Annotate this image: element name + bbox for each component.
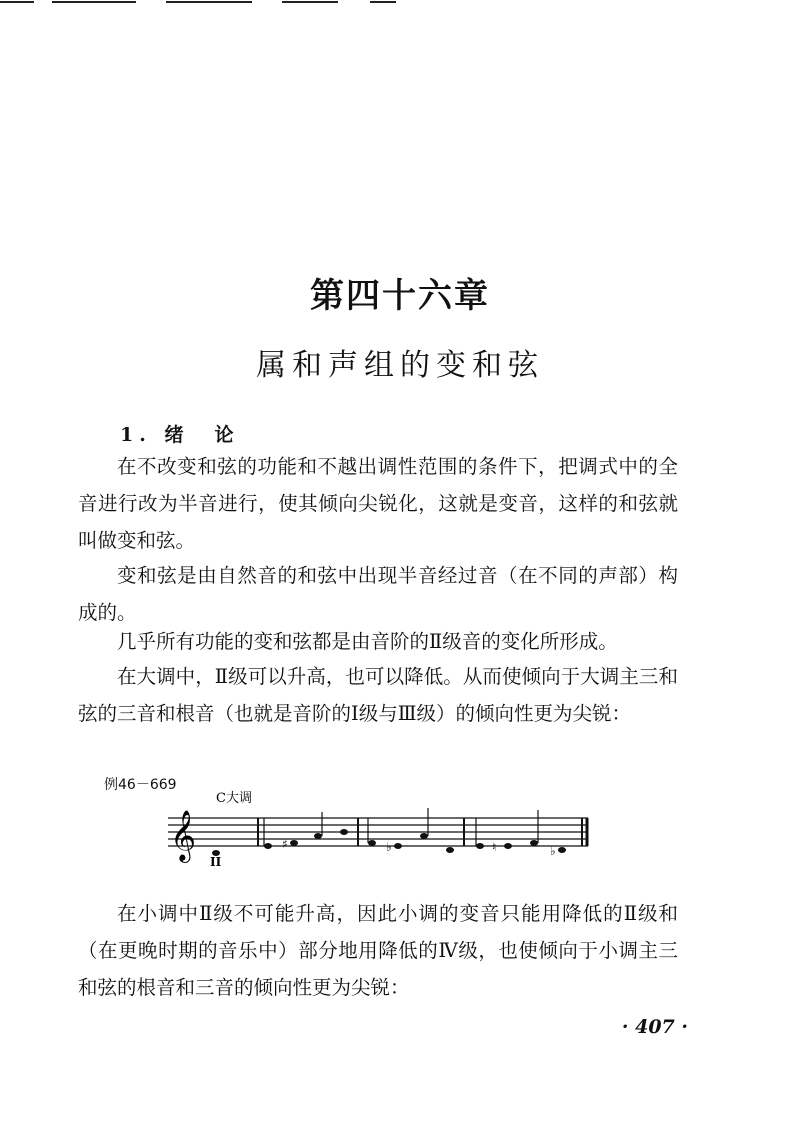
chapter-title: 第四十六章 [310, 276, 490, 316]
paragraph-major-key: 在大调中，Ⅱ级可以升高，也可以降低。从而使倾向于大调主三和弦的三音和根音（也就是音阶的Ⅰ级与Ⅲ级）的倾向性更为尖锐： [78, 665, 678, 725]
paragraph-second-degree: 几乎所有功能的变和弦都是由音阶的Ⅱ级音的变化所形成。 [117, 630, 618, 653]
svg-text:♯: ♯ [282, 837, 288, 851]
paragraph-minor-key: 在小调中Ⅱ级不可能升高，因此小调的变音只能用降低的Ⅱ级和（在更晚时期的音乐中）部分地用降低的Ⅳ级，也使倾向于小调主三和弦的根音和三音的倾向性更为尖锐： [78, 902, 678, 999]
staff-lines [168, 818, 588, 846]
svg-text:♭: ♭ [386, 840, 392, 854]
chapter-subtitle: 属和声组的变和弦 [256, 348, 544, 383]
key-label: C大调 [216, 791, 252, 806]
treble-clef-icon: 𝄞 [170, 810, 197, 861]
page-number: · 407 · [621, 1016, 688, 1038]
notes [212, 808, 566, 858]
degree-mark: II [210, 855, 222, 868]
example-label: 例46－669 [104, 777, 177, 793]
paragraph-definition: 在不改变和弦的功能和不越出调性范围的条件下，把调式中的全音进行改为半音进行，使其倾向尖锐化，这就是变音，这样的和弦就叫做变和弦。 [78, 455, 678, 552]
top-scan-rule [0, 0, 800, 6]
svg-text:♭: ♭ [550, 844, 556, 858]
section-heading: 1. 绪 论 [120, 424, 240, 446]
music-example [168, 788, 598, 868]
svg-text:♮: ♮ [492, 840, 497, 854]
music-staff [168, 788, 598, 868]
paragraph-construction: 变和弦是由自然音的和弦中出现半音经过音（在不同的声部）构成的。 [78, 564, 678, 624]
